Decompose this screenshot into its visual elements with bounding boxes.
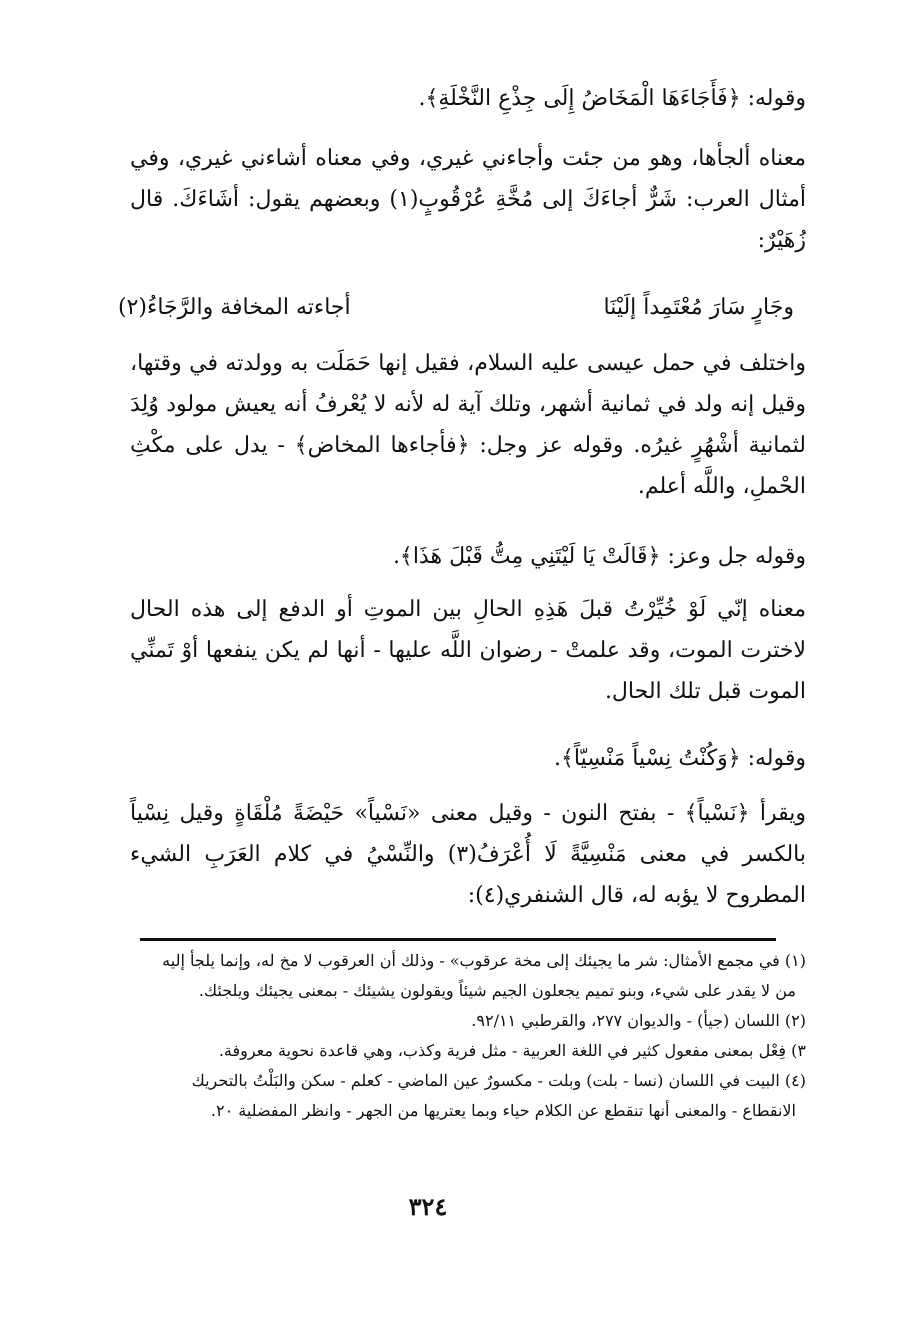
paragraph-text: وقوله: ﴿فَأَجَاءَهَا الْمَخَاضُ إِلَى جِذْعِ النَّخْلَةِ﴾. <box>418 86 806 111</box>
body-paragraph-2 <box>130 138 806 261</box>
body-paragraph-6 <box>130 738 806 779</box>
body-paragraph-3 <box>130 343 806 507</box>
body-paragraph-1 <box>130 78 806 119</box>
footnote-1-continued: من لا يقدر على شيء، وبنو تميم يجعلون الجيم شيئاً ويقولون يشيئك - بمعنى يجيئك ويلجئك. <box>198 981 796 1000</box>
page-number: ٣٢٤ <box>408 1192 448 1221</box>
verse-first-hemistich: وجَارٍ سَارَ مُعْتَمِداً إلَيْنَا <box>603 295 794 320</box>
paragraph-text: واختلف في حمل عيسى عليه السلام، فقيل إنها حَمَلَت به وولدته في وقتها، وقيل إنه ولد في ثمانية أشهر، وتلك آية له لأنه لا يُعْرفُ أنه يعيش مولود وُلِدَ لثمانية أشْهُرٍ غيرُه. وقوله عز وجل: ﴿فأجاءها المخاض﴾ - يدل على مكْثِ الحْملِ، واللَّه أعلم. <box>130 351 806 499</box>
body-paragraph-5 <box>130 589 806 712</box>
footnotes <box>130 946 806 1126</box>
paragraph-text: ويقرأ ﴿نَسْياً﴾ - بفتح النون - وقيل معنى «نَسْياً» حَيْضَةً مُلْقَاةٍ وقيل نِسْياً بالكسر في معنى مَنْسِيَّةً لَا أُعْرَفُ(٣) والنِّسْيُ في كلام العَرَبِ الشيء المطروح لا يؤبه له، قال الشنفري(٤): <box>130 801 806 908</box>
paragraph-text: معناه إنّي لَوْ خُيِّرْتُ قبلَ هَذِهِ الحالِ بين الموتِ أو الدفع إلى هذه الحال لاخترت الموت، وقد علمتْ - رضوان اللَّه عليها - أنها لم يكن ينفعها أوْ تَمنِّي الموت قبل تلك الحال. <box>130 597 806 704</box>
verse-second-hemistich: أجاءته المخافة والرَّجَاءُ(٢) <box>118 295 351 320</box>
footnote-2: (٢) اللسان (جيأ) - والديوان ٢٧٧، والقرطبي ٩٢/١١. <box>471 1011 806 1030</box>
paragraph-text: وقوله: ﴿وَكُنْتُ نِسْياً مَنْسِيّاً﴾. <box>554 746 806 771</box>
footnote-1: (١) في مجمع الأمثال: شر ما يجيئك إلى مخة عرقوب» - وذلك أن العرقوب لا مخ له، وإنما يلجأ إليه <box>162 951 806 970</box>
footnote-4: (٤) البيت في اللسان (نسا - بلت) وبلت - مكسورٌ عين الماضي - كعلم - سكن والبَلْتُ بالتحريك <box>191 1071 806 1090</box>
body-paragraph-7 <box>130 793 806 916</box>
footnote-4-continued: الانقطاع - والمعنى أنها تنقطع عن الكلام حياء وبما يعتريها من الجهر - وانظر المفضلية ٢٠. <box>210 1101 796 1120</box>
paragraph-text: معناه ألجأها، وهو من جئت وأجاءني غيري، وفي معناه أشاءني غيري، وفي أمثال العرب: شَرٌّ أجاءَكَ إلى مُخَّةِ عُرْقُوبٍ(١) وبعضهم يقول: أشَاءَكَ. قال زُهَيْرٌ: <box>130 146 806 253</box>
footnote-separator <box>140 938 776 941</box>
poetry-verse <box>108 287 806 328</box>
body-paragraph-4 <box>130 536 806 577</box>
footnote-3: ٣) فِعْل بمعنى مفعول كثير في اللغة العربية - مثل فرية وكذب، وهي قاعدة نحوية معروفة. <box>218 1041 806 1060</box>
paragraph-text: وقوله جل وعز: ﴿قَالَتْ يَا لَيْتَنِي مِتُّ قَبْلَ هَذَا﴾. <box>392 544 806 569</box>
